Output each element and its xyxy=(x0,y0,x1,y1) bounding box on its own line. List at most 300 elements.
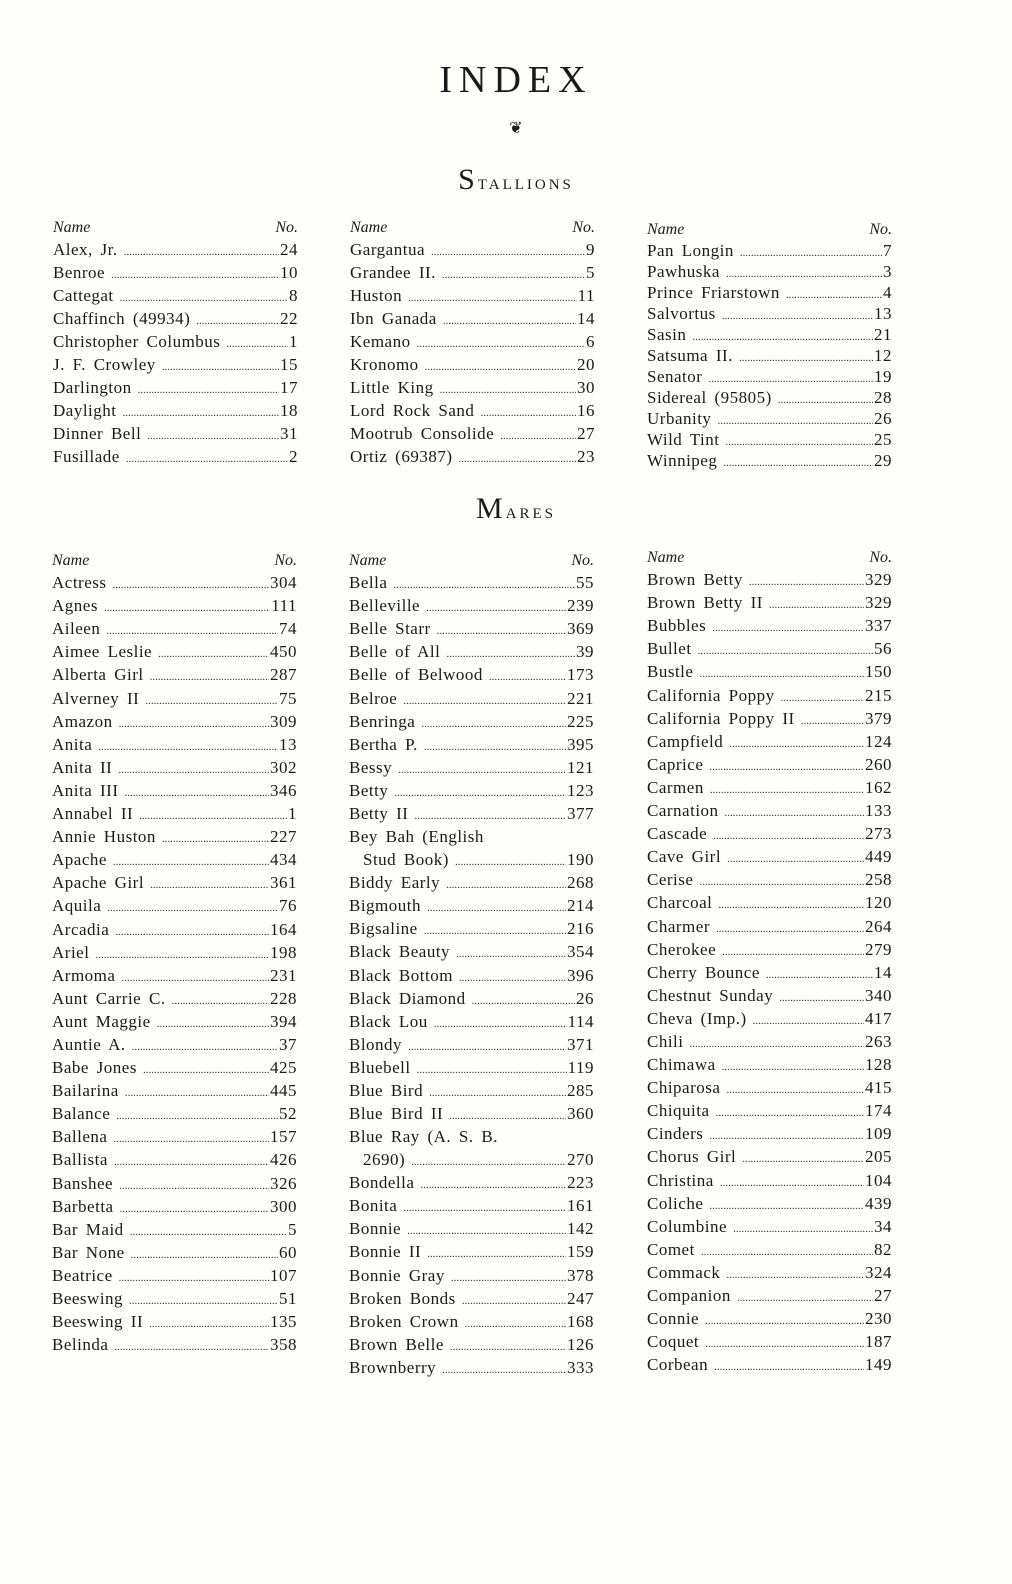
entry-number: 360 xyxy=(567,1104,594,1124)
entry-name: Beeswing II xyxy=(52,1312,144,1332)
leader-dots xyxy=(465,1316,566,1333)
header-no: No. xyxy=(572,219,595,236)
entry-name: Chili xyxy=(647,1031,684,1051)
leader-dots xyxy=(226,336,288,353)
entry-name: Blue Bird xyxy=(349,1080,424,1100)
leader-dots xyxy=(425,359,576,376)
entry-number: 52 xyxy=(279,1104,297,1124)
index-entry xyxy=(52,1171,297,1194)
entry-number: 260 xyxy=(865,754,892,774)
entry-number: 4 xyxy=(883,283,892,302)
entry-number: 425 xyxy=(270,1058,297,1078)
entry-number: 396 xyxy=(567,965,594,985)
index-entry xyxy=(349,917,594,940)
entry-number: 268 xyxy=(567,873,594,893)
entry-name: Bonita xyxy=(349,1196,398,1216)
index-entry xyxy=(52,1241,297,1264)
entry-number: 173 xyxy=(567,665,594,685)
entry-number: 2 xyxy=(289,447,298,466)
entry-name: Alberta Girl xyxy=(52,665,144,685)
leader-dots xyxy=(710,782,864,799)
entry-number: 225 xyxy=(567,711,594,731)
index-entry xyxy=(52,710,297,733)
index-entry xyxy=(52,964,297,987)
entry-name: Blue Bird II xyxy=(349,1104,444,1124)
leader-dots xyxy=(120,290,288,307)
index-entry xyxy=(647,1238,892,1261)
leader-dots xyxy=(456,946,566,963)
index-entry xyxy=(349,663,594,686)
entry-number: 31 xyxy=(280,424,298,443)
entry-name: Cave Girl xyxy=(647,847,722,867)
entry-number: 74 xyxy=(279,619,297,639)
entry-number: 279 xyxy=(865,939,892,959)
leader-dots xyxy=(462,1293,566,1310)
entry-name: Bey Bah (English xyxy=(349,827,484,847)
entry-number: 60 xyxy=(279,1242,297,1262)
entry-number: 445 xyxy=(270,1081,297,1101)
index-entry xyxy=(349,1287,594,1310)
index-entry xyxy=(647,1145,892,1168)
entry-number: 10 xyxy=(280,263,298,282)
leader-dots xyxy=(417,1062,567,1079)
heading-initial: S xyxy=(458,163,478,196)
entry-name: Broken Bonds xyxy=(349,1288,456,1308)
leader-dots xyxy=(480,405,576,422)
index-entry xyxy=(647,614,892,637)
entry-name: California Poppy xyxy=(647,685,775,705)
index-entry xyxy=(647,591,892,614)
leader-dots xyxy=(420,1177,566,1194)
index-entry xyxy=(52,1287,297,1310)
leader-dots xyxy=(98,739,278,756)
index-entry xyxy=(52,1218,297,1241)
entry-name: Cherry Bounce xyxy=(647,962,760,982)
index-entry xyxy=(349,733,594,756)
index-entry xyxy=(52,941,297,964)
leader-dots xyxy=(714,1359,864,1376)
entry-name: Bonnie II xyxy=(349,1242,422,1262)
entry-number: 51 xyxy=(279,1289,297,1308)
header-name: Name xyxy=(350,219,388,236)
index-entry xyxy=(647,891,892,914)
index-entry xyxy=(349,1010,594,1033)
entry-number: 239 xyxy=(567,596,594,616)
entry-number: 124 xyxy=(865,731,892,751)
entry-name-continued: 2690) xyxy=(363,1150,406,1170)
index-entry xyxy=(647,1099,892,1122)
entry-number: 18 xyxy=(280,401,298,420)
index-entry xyxy=(52,802,297,825)
index-entry xyxy=(350,353,595,376)
entry-number: 273 xyxy=(865,824,892,844)
entry-name: Little King xyxy=(350,378,434,397)
leader-dots xyxy=(742,1151,864,1168)
column-header xyxy=(647,220,892,240)
leader-dots xyxy=(450,1339,566,1356)
header-name: Name xyxy=(647,221,685,238)
index-entry xyxy=(350,261,595,284)
leader-dots xyxy=(118,762,269,779)
entry-number: 23 xyxy=(577,447,595,466)
leader-dots xyxy=(139,808,287,825)
entry-name: Belroe xyxy=(349,688,398,708)
index-entry xyxy=(52,1102,297,1125)
section-heading-mares xyxy=(0,492,1012,526)
entry-name: Prince Friarstown xyxy=(647,283,780,302)
entry-name: Bondella xyxy=(349,1173,415,1193)
leader-dots xyxy=(733,1221,873,1238)
index-entry xyxy=(53,445,298,468)
entry-name: Ariel xyxy=(52,942,90,962)
entry-name: Gargantua xyxy=(350,240,425,259)
entry-name: Cerise xyxy=(647,870,694,890)
index-entry xyxy=(52,733,297,756)
leader-dots xyxy=(125,785,269,802)
index-entry xyxy=(647,984,892,1007)
header-name: Name xyxy=(349,552,387,569)
leader-dots xyxy=(403,693,566,710)
leader-dots xyxy=(145,693,278,710)
index-entry xyxy=(52,1056,297,1079)
entry-name: Chaffinch (49934) xyxy=(53,309,191,328)
index-entry xyxy=(52,617,297,640)
leader-dots xyxy=(112,577,269,594)
index-entry xyxy=(647,1053,892,1076)
leader-dots xyxy=(737,1290,873,1307)
index-entry xyxy=(647,660,892,683)
entry-name: Lord Rock Sand xyxy=(350,401,475,420)
leader-dots xyxy=(437,623,566,640)
entry-name: Columbine xyxy=(647,1216,728,1236)
leader-dots xyxy=(138,382,279,399)
leader-dots xyxy=(150,877,269,894)
entry-name: Corbean xyxy=(647,1355,709,1375)
header-name: Name xyxy=(53,219,91,236)
leader-dots xyxy=(692,328,873,345)
entry-number: 24 xyxy=(280,240,298,259)
leader-dots xyxy=(455,854,566,871)
leader-dots xyxy=(150,669,269,686)
entry-number: 449 xyxy=(865,847,892,867)
entry-number: 135 xyxy=(270,1312,297,1332)
index-entry xyxy=(52,1264,297,1287)
index-entry xyxy=(647,366,892,387)
index-entry xyxy=(647,822,892,845)
entry-name: Actress xyxy=(52,573,107,593)
entry-name: Belinda xyxy=(52,1335,109,1355)
entry-number: 337 xyxy=(865,616,892,636)
entry-number: 285 xyxy=(567,1080,594,1100)
entry-name: Apache xyxy=(52,850,107,870)
index-entry xyxy=(52,871,297,894)
index-entry xyxy=(647,1215,892,1238)
entry-name: Bar Maid xyxy=(52,1219,124,1239)
index-entry xyxy=(349,710,594,733)
index-entry xyxy=(350,376,595,399)
leader-dots xyxy=(414,808,566,825)
index-entry xyxy=(647,1122,892,1145)
index-entry xyxy=(647,429,892,450)
leader-dots xyxy=(720,1175,864,1192)
leader-dots xyxy=(753,1013,864,1030)
entry-name: Ballena xyxy=(52,1127,108,1147)
leader-dots xyxy=(132,1039,278,1056)
entry-name: Bar None xyxy=(52,1242,125,1262)
index-entry xyxy=(349,594,594,617)
entry-name: Darlington xyxy=(53,378,132,397)
leader-dots xyxy=(781,690,864,707)
leader-dots xyxy=(119,716,269,733)
entry-number: 3 xyxy=(883,262,892,281)
leader-dots xyxy=(424,923,566,940)
entry-name: Blondy xyxy=(349,1034,403,1054)
entry-number: 13 xyxy=(874,304,892,323)
entry-name: Campfield xyxy=(647,731,724,751)
index-entry xyxy=(349,802,594,825)
header-name: Name xyxy=(647,549,685,566)
entry-number: 415 xyxy=(865,1078,892,1098)
index-entry xyxy=(349,1263,594,1286)
leader-dots xyxy=(726,265,882,282)
index-entry xyxy=(349,571,594,594)
leader-dots xyxy=(716,921,864,938)
entry-number: 119 xyxy=(567,1057,594,1077)
leader-dots xyxy=(472,993,575,1010)
index-entry xyxy=(349,825,594,871)
index-entry xyxy=(350,330,595,353)
entry-number: 264 xyxy=(865,916,892,936)
entry-name: Pawhuska xyxy=(647,262,720,281)
leader-dots xyxy=(121,970,269,987)
stallions-column-1 xyxy=(53,218,298,468)
index-entry xyxy=(52,1079,297,1102)
entry-number: 309 xyxy=(270,711,297,731)
entry-name: Beeswing xyxy=(52,1289,124,1308)
entry-number: 417 xyxy=(865,1008,892,1028)
entry-name: Chestnut Sunday xyxy=(647,985,774,1005)
entry-number: 37 xyxy=(279,1034,297,1054)
leader-dots xyxy=(104,600,270,617)
leader-dots xyxy=(712,620,864,637)
entry-number: 187 xyxy=(865,1332,892,1352)
leader-dots xyxy=(709,1198,864,1215)
index-entry xyxy=(647,961,892,984)
leader-dots xyxy=(426,600,566,617)
leader-dots xyxy=(766,967,873,984)
entry-number: 434 xyxy=(270,850,297,870)
entry-name: Cinders xyxy=(647,1124,704,1144)
index-entry xyxy=(52,848,297,871)
entry-number: 369 xyxy=(567,619,594,639)
entry-number: 26 xyxy=(874,409,892,428)
entry-name: Senator xyxy=(647,367,703,386)
entry-number: 17 xyxy=(280,378,298,397)
leader-dots xyxy=(449,1108,566,1125)
entry-number: 15 xyxy=(280,355,298,374)
leader-dots xyxy=(446,646,575,663)
leader-dots xyxy=(431,244,585,261)
leader-dots xyxy=(403,1200,566,1217)
entry-name: Aquila xyxy=(52,896,102,916)
entry-name: Black Lou xyxy=(349,1011,428,1031)
index-entry xyxy=(647,753,892,776)
heading-initial: M xyxy=(475,492,506,525)
leader-dots xyxy=(107,900,278,917)
entry-number: 371 xyxy=(567,1034,594,1054)
leader-dots xyxy=(709,759,864,776)
entry-name: Caprice xyxy=(647,754,704,774)
entry-name: Brownberry xyxy=(349,1357,437,1377)
entry-name-continued: Stud Book) xyxy=(363,850,449,870)
entry-name: Anita III xyxy=(52,780,119,800)
entry-number: 247 xyxy=(567,1288,594,1308)
leader-dots xyxy=(726,1267,864,1284)
entry-number: 55 xyxy=(576,573,594,593)
entry-number: 12 xyxy=(874,346,892,365)
entry-name: Black Bottom xyxy=(349,965,453,985)
entry-name: Amazon xyxy=(52,711,113,731)
leader-dots xyxy=(116,1108,278,1125)
entry-name: Kemano xyxy=(350,332,411,351)
leader-dots xyxy=(443,313,576,330)
index-entry xyxy=(52,894,297,917)
entry-name: Auntie A. xyxy=(52,1034,126,1054)
fleuron-ornament-icon: ❦ xyxy=(509,120,523,137)
entry-name: Betty xyxy=(349,780,389,800)
entry-name: Ortiz (69387) xyxy=(350,447,453,466)
entry-name: Christina xyxy=(647,1170,714,1190)
entry-number: 14 xyxy=(874,962,892,982)
entry-name: Bailarina xyxy=(52,1081,119,1101)
leader-dots xyxy=(114,1339,269,1356)
entry-number: 329 xyxy=(865,570,892,590)
entry-name: Benroe xyxy=(53,263,106,282)
leader-dots xyxy=(442,1362,566,1379)
entry-name: Bessy xyxy=(349,757,393,777)
leader-dots xyxy=(421,716,566,733)
entry-number: 120 xyxy=(865,893,892,913)
heading-rest: tallions xyxy=(477,169,574,194)
leader-dots xyxy=(125,1085,269,1102)
index-entry xyxy=(647,1284,892,1307)
leader-dots xyxy=(147,428,279,445)
leader-dots xyxy=(778,391,873,408)
entry-number: 9 xyxy=(586,240,595,259)
entry-number: 326 xyxy=(270,1173,297,1193)
section-heading-stallions xyxy=(0,163,1012,197)
leader-dots xyxy=(749,574,864,591)
index-entry xyxy=(52,571,297,594)
leader-dots xyxy=(726,433,874,450)
leader-dots xyxy=(411,1154,566,1171)
heading-rest: ares xyxy=(505,498,557,523)
header-no: No. xyxy=(869,221,892,238)
entry-number: 16 xyxy=(577,401,595,420)
entry-name: Bubbles xyxy=(647,616,707,636)
index-entry xyxy=(349,686,594,709)
entry-name: Belleville xyxy=(349,596,421,616)
entry-name: Charmer xyxy=(647,916,710,936)
entry-number: 227 xyxy=(270,827,297,847)
leader-dots xyxy=(722,1059,864,1076)
index-entry xyxy=(647,845,892,868)
entry-number: 149 xyxy=(865,1355,892,1375)
leader-dots xyxy=(722,307,873,324)
leader-dots xyxy=(705,1336,864,1353)
leader-dots xyxy=(114,1154,269,1171)
index-entry xyxy=(647,1330,892,1353)
index-entry xyxy=(647,637,892,660)
leader-dots xyxy=(698,643,873,660)
entry-name: Agnes xyxy=(52,596,98,616)
entry-name: Companion xyxy=(647,1286,731,1305)
index-entry xyxy=(53,238,298,261)
entry-number: 82 xyxy=(874,1239,892,1259)
entry-number: 340 xyxy=(865,985,892,1005)
entry-name: Belle of Belwood xyxy=(349,665,483,685)
index-entry xyxy=(349,894,594,917)
entry-name: Black Beauty xyxy=(349,942,451,962)
entry-number: 223 xyxy=(567,1173,594,1193)
entry-name: Black Diamond xyxy=(349,988,466,1008)
entry-name: Chimawa xyxy=(647,1055,716,1075)
header-no: No. xyxy=(274,552,297,569)
leader-dots xyxy=(801,713,864,730)
entry-number: 25 xyxy=(874,430,892,449)
entry-number: 34 xyxy=(874,1216,892,1236)
header-no: No. xyxy=(571,552,594,569)
index-entry xyxy=(53,399,298,422)
entry-name: Anita xyxy=(52,734,93,754)
entry-name: Sasin xyxy=(647,325,687,344)
index-entry xyxy=(52,1310,297,1333)
entry-name: Christopher Columbus xyxy=(53,332,221,351)
leader-dots xyxy=(172,993,269,1010)
entry-number: 128 xyxy=(865,1055,892,1075)
index-entry xyxy=(349,1310,594,1333)
index-entry xyxy=(647,1353,892,1376)
entry-number: 30 xyxy=(577,378,595,397)
index-entry xyxy=(349,963,594,986)
header-no: No. xyxy=(869,549,892,566)
entry-name: Chorus Girl xyxy=(647,1147,737,1167)
entry-name: Coquet xyxy=(647,1332,700,1352)
leader-dots xyxy=(398,762,566,779)
entry-number: 19 xyxy=(874,367,892,386)
index-entry xyxy=(349,1102,594,1125)
leader-dots xyxy=(106,623,278,640)
leader-dots xyxy=(408,1039,566,1056)
index-entry xyxy=(349,1240,594,1263)
entry-number: 394 xyxy=(270,1011,297,1031)
index-entry xyxy=(349,940,594,963)
entry-name: Daylight xyxy=(53,401,117,420)
leader-dots xyxy=(408,290,577,307)
index-entry xyxy=(349,871,594,894)
leader-dots xyxy=(407,1223,566,1240)
leader-dots xyxy=(119,1178,269,1195)
leader-dots xyxy=(727,851,864,868)
leader-dots xyxy=(394,785,566,802)
index-entry xyxy=(349,1056,594,1079)
entry-number: 121 xyxy=(567,757,594,777)
index-entry xyxy=(647,240,892,261)
index-entry xyxy=(52,686,297,709)
entry-name: Bigmouth xyxy=(349,896,422,916)
entry-name: Chiparosa xyxy=(647,1078,721,1098)
entry-name: Mootrub Consolide xyxy=(350,424,495,443)
